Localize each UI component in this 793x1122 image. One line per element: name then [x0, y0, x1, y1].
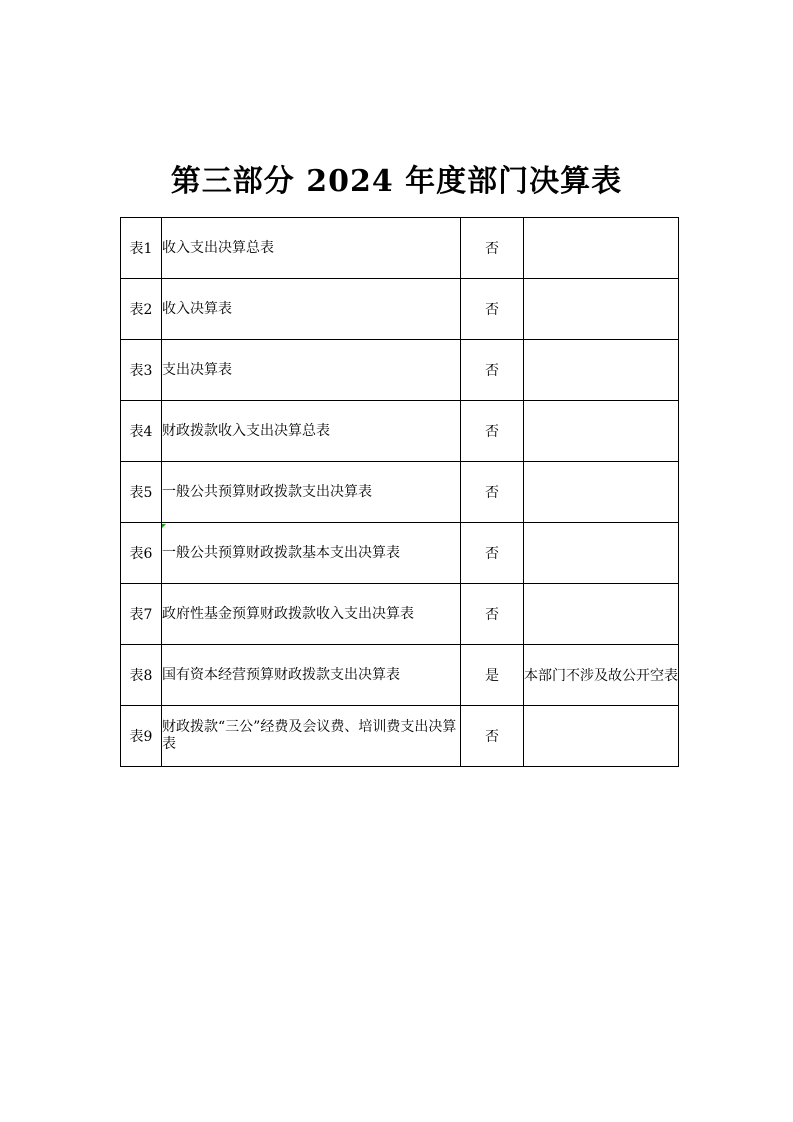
note-cell	[524, 584, 679, 645]
note-cell: 本部门不涉及故公开空表	[524, 645, 679, 706]
table-name-cell: 财政拨款“三公”经费及会议费、培训费支出决算表	[162, 706, 461, 767]
page-title: 第三部分 2024 年度部门决算表	[170, 164, 623, 199]
table-name-cell: 政府性基金预算财政拨款收入支出决算表	[162, 584, 461, 645]
note-cell	[524, 401, 679, 462]
table-row	[121, 218, 679, 279]
table-name-cell: 一般公共预算财政拨款支出决算表	[162, 462, 461, 523]
table-row	[121, 279, 679, 340]
cell-marker-triangle	[162, 524, 166, 528]
table-number-cell: 表6	[121, 523, 162, 584]
empty-flag-cell: 否	[461, 462, 524, 523]
note-cell	[524, 706, 679, 767]
table-number-cell: 表3	[121, 340, 162, 401]
empty-flag-cell: 是	[461, 645, 524, 706]
table-number-cell: 表1	[121, 218, 162, 279]
table-name-cell: 国有资本经营预算财政拨款支出决算表	[162, 645, 461, 706]
note-cell	[524, 279, 679, 340]
note-cell	[524, 462, 679, 523]
table-number-cell: 表4	[121, 401, 162, 462]
table-number-cell: 表5	[121, 462, 162, 523]
table-row	[121, 462, 679, 523]
empty-flag-cell: 否	[461, 584, 524, 645]
table-number-cell: 表9	[121, 706, 162, 767]
table-name-cell: 收入决算表	[162, 279, 461, 340]
table-row	[121, 401, 679, 462]
empty-flag-cell: 否	[461, 340, 524, 401]
table-name-cell: 收入支出决算总表	[162, 218, 461, 279]
table-name-cell: 一般公共预算财政拨款基本支出决算表	[162, 523, 461, 584]
table-number-cell: 表2	[121, 279, 162, 340]
table-number-cell: 表8	[121, 645, 162, 706]
table-row	[121, 340, 679, 401]
report-table	[120, 217, 679, 767]
table-row	[121, 706, 679, 767]
empty-flag-cell: 否	[461, 401, 524, 462]
empty-flag-cell: 否	[461, 279, 524, 340]
note-cell	[524, 523, 679, 584]
table-name-cell: 财政拨款收入支出决算总表	[162, 401, 461, 462]
empty-flag-cell: 否	[461, 706, 524, 767]
table-number-cell: 表7	[121, 584, 162, 645]
note-cell	[524, 218, 679, 279]
table-row	[121, 523, 679, 584]
table-name-cell: 支出决算表	[162, 340, 461, 401]
table-row	[121, 584, 679, 645]
empty-flag-cell: 否	[461, 218, 524, 279]
table-row	[121, 645, 679, 706]
note-cell	[524, 340, 679, 401]
empty-flag-cell: 否	[461, 523, 524, 584]
